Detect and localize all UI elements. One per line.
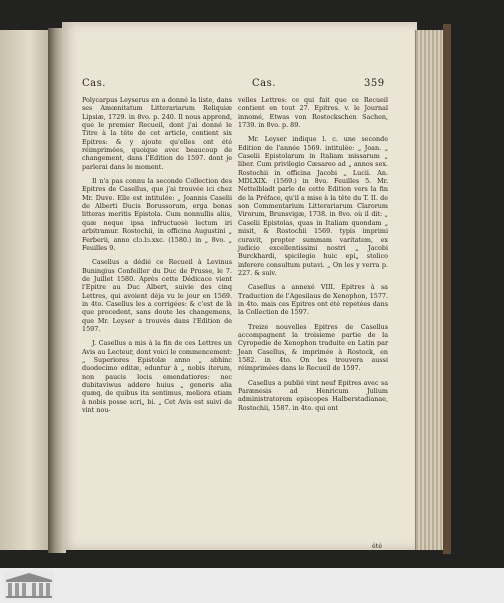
book-cover-edge <box>443 24 451 554</box>
page-edges <box>415 30 446 550</box>
previous-page-edge <box>0 30 50 550</box>
header-left-title: Cas. <box>82 78 106 89</box>
paragraph: velles Lettres: ce qui fait que ce Recueil contient en tout 27. Epitres. v. le Journal innomé, Etwas von Rostockschen Sachen, 1739. in 8vo. p. 89. <box>238 96 388 130</box>
paragraph: Mr. Leyser indique l. c. une seconde Edition de l'année 1569. intitulée: „ Joan. „ Caselii Epistolarum in Italiam missarum „ liber. Cum privilegio Cæsareo ad „ annos sex. Rostochii in officina Jacobi „ Lucii. An. MDLXIX. (1569.) in 8vo. Feuilles 5. Mr. Nettelbladt parle de cette Edition vers la fin de la Préface, qu'il a mise à la tête du T. II. de son Commentarium Litterariarum Clarorum Virorum, Brunsvigæ, 1738. in 8vo. où il dit: „ Caselii Epistolas, quas in Italiam quondam „ misit, & Rostochii 1569. typis imprimi curavit, propter summam varitatem, ex judicio excellentissimi nostri „ Jacobi Burckhardi, spicilegio huic epi„ stolico inferere consultum putavi. „ On les y verra p. 227. & suiv. <box>238 135 388 277</box>
catchword: été <box>372 542 383 550</box>
header-right-title: Cas. <box>252 78 276 89</box>
paragraph: Il n'a pas connu la seconde Collection des Epitres de Casellus, que j'ai trouvée ici chez Mr. Duve. Elle est intitulée: „ Joannis Caselii de Alberti Ducis Borussorum, erga bonas litteras meritis Epistola. Cum nonnullis aliis, quæ neque ipsa infructuosè lectum iri arbitramur. Rostochii, in officina Augustini „ Ferberii, anno clɔ.lɔ.xxc. (1580.) in „ 8vo. „ Feuilles 9. <box>82 177 232 252</box>
running-header <box>62 78 417 94</box>
left-text-column <box>82 96 232 414</box>
library-building-logo <box>4 571 54 600</box>
library-footer-bar <box>0 568 504 603</box>
paragraph: Polycarpus Leyserus en a donné la liste, dans ses Amœnitatum Litterariarum Reliquiæ Lipsiæ, 1729. in 8vo. p. 240. Il nous apprend, que le premier Recueil, dont j'ai donné le Titre à la tête de cet article, contient six Epitres: & y ajoute qu'elles ont été réimprimées, quoique avec beaucoup de changement, dans l'Edition de 1597. dont je parlerai dans le moment. <box>82 96 232 171</box>
paragraph: J. Casellus a mis à la fin de ces Lettres un Avis au Lecteur, dont voici le commencement: „ Superiores Epistolæ anno „ abhinc duodecimo editæ, eduntur à „ nobis iterum, non paucis locis emendatiores: nec dubitaviwus addere huius „ generis alia quæq, de quibus ita sentimus, meliora etiam à nobis posse scri„ bi. „ Cet Avis est suivi de vint nou- <box>82 339 232 415</box>
paragraph: Casellus a publié vint neuf Epitres avec sa Parænesis ad Henricum Julium administratorem episcopes Halberstadianae, Rostochii, 1587. in 4to. qui ont <box>238 378 388 412</box>
paragraph: Casellus a dédié ce Recueil à Levinus Buningius Confeiller du Duc de Prusse, le 7. de Juillet 1580. Après cette Dédicace vient l'Epitre au Duc Albert, suivie des cinq Lettres, qui avoient déja vu le jour en 1569. in 4to. Casellus les a corrigées: & c'est de là que procedent, sans doute les changemens, que Mr. Leyser a trouvés dans l'Edition de 1597. <box>82 258 232 333</box>
right-text-column <box>238 96 388 412</box>
page-number: 359 <box>364 78 385 89</box>
paragraph: Treize nouvelles Epitres de Casellus accompagnent la troisieme partie de la Cyropedie de Xenophon traduite en Latin par Jean Casellus, & imprimée à Rostock, en 1582. in 4to. On les trouvera aussi réimprimées dans le Recueil de 1597. <box>238 322 388 373</box>
book-page <box>62 22 417 550</box>
paragraph: Casellus a annexé VIII. Epitres à sa Traduction de l'Agesilaus de Xenophon, 1577. in 4to. mais ces Epitres ont été repetées dans la Collection de 1597. <box>238 283 388 317</box>
